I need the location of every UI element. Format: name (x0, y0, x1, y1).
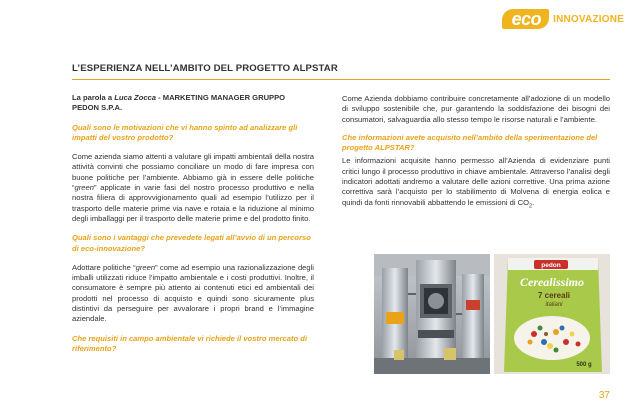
factory-machinery-image (374, 254, 490, 374)
pack-brand-text: pedon (541, 262, 561, 269)
interview-intro (72, 93, 314, 114)
answer-2-part2: ” come ad esempio una razionalizzazione degli imballi utilizzati riduce l’impatto ambientale e i costi produttivi. Inoltre, il consumatore è sempre più attento ai contenuti etici ed ambientali dei prodotti nel processo di acquisto e quindi sono sicuramente plus distintivi da perseguire per avvalorare i propri brand e l’immagine aziendale. (72, 262, 314, 324)
answer-2-emphasis: green (135, 262, 156, 272)
photo-strip (374, 254, 610, 374)
pack-weight-text: 500 g (576, 362, 592, 368)
product-package-image (494, 254, 610, 374)
interviewee-name: Luca Zocca (114, 93, 156, 102)
logo-eco-badge: eco (502, 9, 550, 29)
answer-3: Come Azienda dobbiamo contribuire concretamente all’adozione di un modello di sviluppo sostenibile che, pur garantendo la soddisfazione dei bisogni dei consumatori, salvaguardia allo stesso tempo le risorse naturali e l’ambiente. (342, 94, 610, 124)
title-divider (72, 79, 610, 80)
answer-4-main: Le informazioni acquisite hanno permesso all’Azienda di evidenziare punti critici lungo il processo produttivo in chiave ambientale. Attraverso l’analisi degli indicatori adottati andremo a valutare delle azioni correttive. Una prima azione correttiva sarà l’acquisto per lo stabilimento di Molvena di energia eolica e quindi da fonti rinnovabili abbattendo le emissioni di CO (342, 156, 610, 207)
question-3: Che requisiti in campo ambientale vi richiede il vostro mercato di riferimento? (72, 333, 308, 353)
right-column (342, 94, 610, 211)
logo-innovazione-text: INNOVAZIONE (553, 13, 624, 25)
pack-subtitle-text: 7 cereali (537, 291, 571, 300)
left-column (72, 93, 314, 363)
pack-title-text: Cerealissimo (519, 275, 585, 289)
answer-4-end: . (532, 197, 535, 207)
factory-machinery-photo (374, 254, 490, 374)
answer-2-part1: Adottare politiche “ (72, 262, 136, 272)
page-number: 37 (598, 390, 610, 401)
pack-subtitle2-text: italiani (545, 302, 563, 308)
eco-innovazione-logo (502, 8, 624, 30)
question-4: Che informazioni avete acquisito nell’ambito della sperimentazione del progetto ALPSTAR? (342, 132, 598, 153)
intro-lead: La parola a (72, 93, 115, 102)
answer-2 (72, 263, 314, 325)
answer-4 (342, 156, 610, 211)
answer-4-subscript: 2 (529, 203, 533, 210)
answer-1 (72, 152, 314, 224)
question-2: Quali sono i vantaggi che prevedete legati all’avvio di un percorso di eco-innovazione? (72, 233, 311, 253)
question-1: Quali sono le motivazioni che vi hanno spinto ad analizzare gli impatti del vostro prodotto? (72, 122, 298, 142)
section-title: L’ESPERIENZA NELL’AMBITO DEL PROGETTO ALPSTAR (72, 63, 338, 74)
answer-1-part1: Come azienda siamo attenti a valutare gli impatti ambientali della nostra attività convinti che possiamo conciliare un modo di fare impresa con buone politiche per l’ambiente. Abbiamo già in essere delle politiche “ (72, 152, 314, 193)
intro-role: - MARKETING MANAGER GRUPPO PEDON S.P.A. (72, 93, 286, 113)
answer-1-emphasis: green (74, 183, 94, 193)
answer-1-part2: ” applicate in varie fasi del nostro processo produttivo e nella nostra filiera di approvvigionamento quali ad esempio l’utilizzo per il trasporto delle materie prime via nave e rotaia e la riduzione al minimo degli imballaggi per il trasporto delle materie prime e del prodotto finito. (72, 183, 314, 223)
product-package-photo (494, 254, 610, 374)
